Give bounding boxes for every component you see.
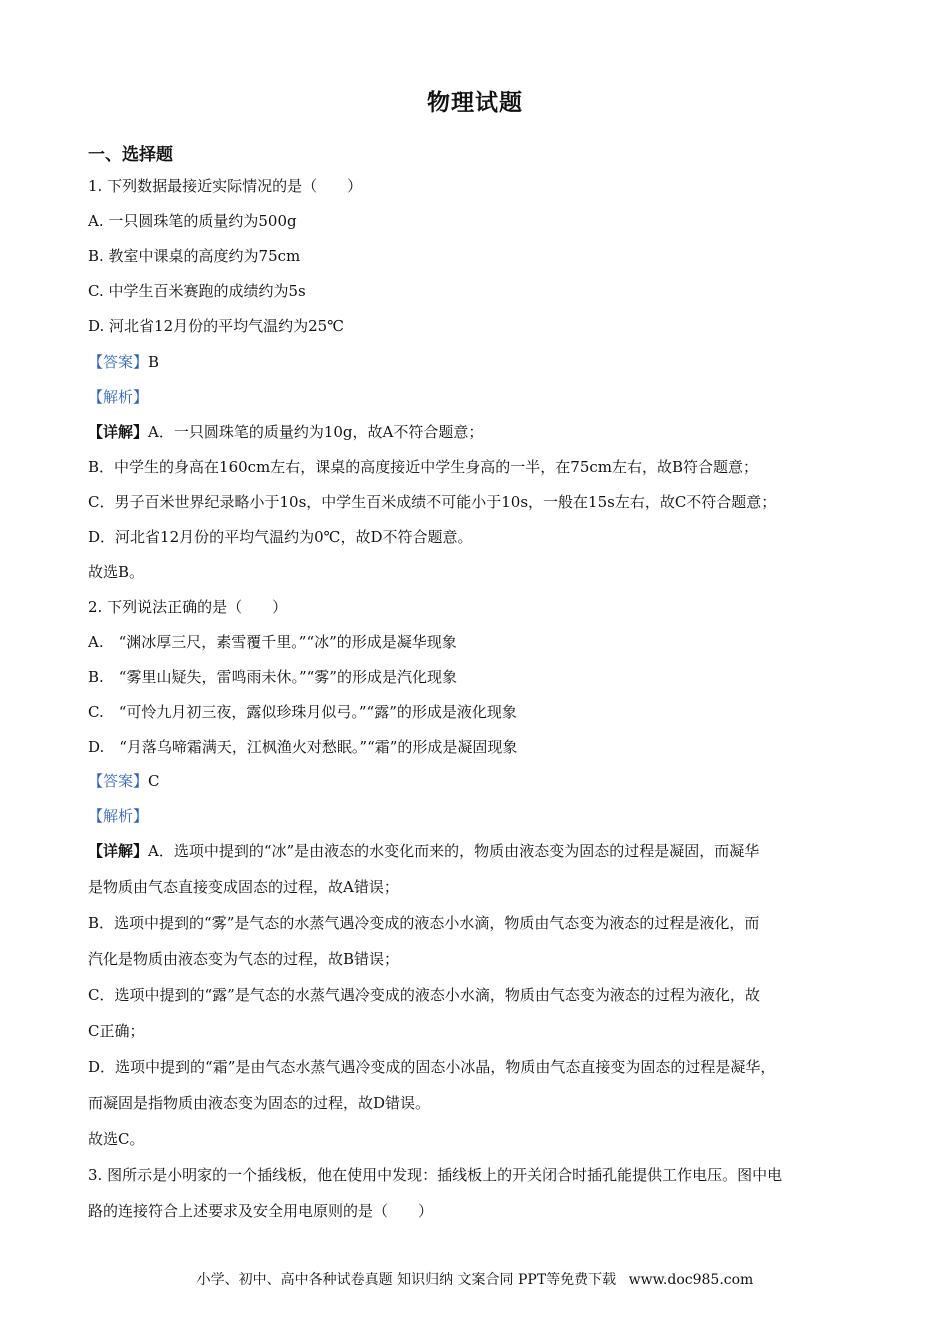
q2-option-b: B. “雾里山疑失，雷鸣雨未休。”“雾”的形成是汽化现象 xyxy=(88,668,457,686)
answer-tag: 【答案】 xyxy=(88,772,149,790)
footer-text: 小学、初中、高中各种试卷真题 知识归纳 文案合同 PPT等免费下载 xyxy=(196,1272,617,1288)
q1-option-d: D. 河北省12月份的平均气温约为25℃ xyxy=(88,317,344,335)
question-1: 1. 下列数据最接近实际情况的是（ ） xyxy=(88,177,363,195)
q2-explain-c: C．选项中提到的“露”是气态的水蒸气遇冷变成的液态小水滴，物质由气态变为液态的过程为液化，故 xyxy=(88,986,760,1004)
q2-explain-a xyxy=(88,841,759,861)
section-heading: 一、选择题 xyxy=(88,145,173,165)
q2-explain-d: D．选项中提到的“霜”是由气态水蒸气遇冷变成的固态小冰晶，物质由气态直接变为固态的过程是凝华， xyxy=(88,1058,776,1076)
q2-option-a: A. “渊冰厚三尺，素雪覆千里。”“冰”的形成是凝华现象 xyxy=(88,633,457,651)
q2-explain-b-cont: 汽化是物质由液态变为气态的过程，故B错误； xyxy=(88,950,400,968)
q1-option-c: C. 中学生百米赛跑的成绩约为5s xyxy=(88,282,306,300)
detail-tag: 【详解】 xyxy=(88,423,149,441)
q1-conclusion: 故选B。 xyxy=(88,563,145,581)
question-2: 2. 下列说法正确的是（ ） xyxy=(88,598,288,616)
q2-explain-c-cont: C正确； xyxy=(88,1022,145,1040)
question-3: 3. 图所示是小明家的一个插线板，他在使用中发现：插线板上的开关闭合时插孔能提供工作电压。图中电 xyxy=(88,1166,783,1184)
q1-option-b: B. 教室中课桌的高度约为75cm xyxy=(88,247,301,265)
page-title: 物理试题 xyxy=(427,90,523,116)
q2-explain-d-cont: 而凝固是指物质由液态变为固态的过程，故D错误。 xyxy=(88,1094,431,1112)
q2-explain-a-cont: 是物质由气态直接变成固态的过程，故A错误； xyxy=(88,878,399,896)
q1-analysis-tag: 【解析】 xyxy=(88,388,149,406)
q1-explain-b: B．中学生的身高在160cm左右，课桌的高度接近中学生身高的一半，在75cm左右，故B符合题意； xyxy=(88,458,759,476)
detail-tag: 【详解】 xyxy=(88,842,149,860)
q1-option-a: A. 一只圆珠笔的质量约为500g xyxy=(88,212,297,230)
q2-explain-b: B．选项中提到的“雾”是气态的水蒸气遇冷变成的液态小水滴，物质由气态变为液态的过程是液化，而 xyxy=(88,914,760,932)
q2-answer xyxy=(88,771,160,791)
page-footer xyxy=(0,1269,950,1289)
q2-conclusion: 故选C。 xyxy=(88,1130,145,1148)
q2-analysis-tag: 【解析】 xyxy=(88,807,149,825)
answer-value: B xyxy=(148,353,160,371)
q2-option-c: C. “可怜九月初三夜，露似珍珠月似弓。”“露”的形成是液化现象 xyxy=(88,703,517,721)
explain-text: A．一只圆珠笔的质量约为10g，故A不符合题意； xyxy=(148,423,484,441)
q1-explain-c: C．男子百米世界纪录略小于10s，中学生百米成绩不可能小于10s，一般在15s左右，故C不符合题意； xyxy=(88,493,777,511)
explain-text: A．选项中提到的“冰”是由液态的水变化而来的，物质由液态变为固态的过程是凝固，而凝华 xyxy=(148,842,760,860)
q2-option-d: D. “月落乌啼霜满天，江枫渔火对愁眠。”“霜”的形成是凝固现象 xyxy=(88,738,518,756)
answer-value: C xyxy=(148,772,160,790)
question-3-cont: 路的连接符合上述要求及安全用电原则的是（ ） xyxy=(88,1202,434,1220)
q1-answer xyxy=(88,352,159,372)
answer-tag: 【答案】 xyxy=(88,353,149,371)
q1-explain-a xyxy=(88,422,483,442)
footer-site-link[interactable]: www.doc985.com xyxy=(628,1272,754,1288)
q1-explain-d: D．河北省12月份的平均气温约为0℃，故D不符合题意。 xyxy=(88,528,473,546)
